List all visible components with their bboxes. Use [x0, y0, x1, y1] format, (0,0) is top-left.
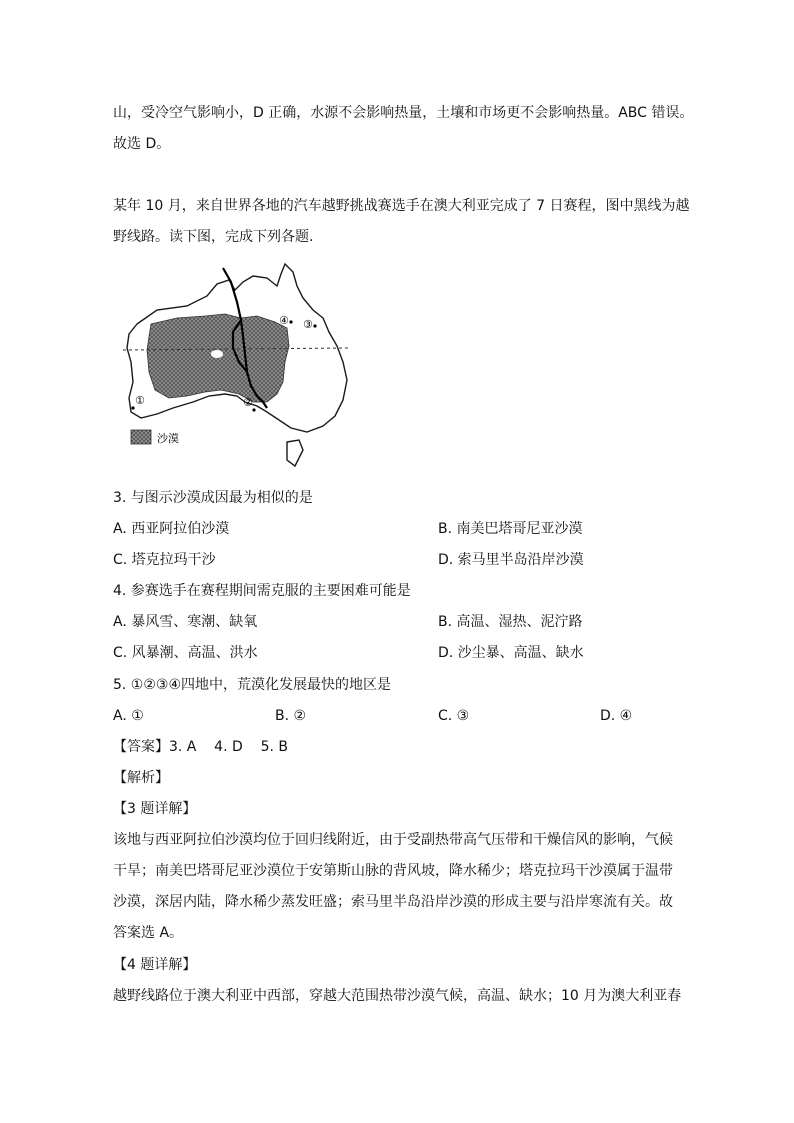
question-4-stem: 4. 参赛选手在赛程期间需克服的主要困难可能是 — [113, 583, 411, 599]
marker-1-dot — [131, 406, 134, 409]
detail-3-line-3: 沙漠，深居内陆，降水稀少蒸发旺盛；索马里半岛沿岸沙漠的形成主要与沿岸寒流有关。故 — [113, 894, 673, 910]
question-4-option-a[interactable]: A. 暴风雪、寒潮、缺氧 — [113, 614, 258, 630]
question-4-option-d[interactable]: D. 沙尘暴、高温、缺水 — [438, 645, 584, 661]
question-5-stem: 5. ①②③④四地中，荒漠化发展最快的地区是 — [113, 677, 392, 693]
legend-label: 沙漠 — [157, 432, 179, 445]
marker-2-dot — [252, 408, 255, 411]
question-3-stem: 3. 与图示沙漠成因最为相似的是 — [113, 490, 313, 506]
stem-line-1: 某年 10 月，来自世界各地的汽车越野挑战赛选手在澳大利亚完成了 7 日赛程，图中黑线为越 — [113, 198, 690, 214]
analysis-header: 【解析】 — [113, 770, 169, 786]
legend-swatch — [131, 430, 151, 444]
marker-4: ④ — [279, 314, 289, 327]
marker-2: ② — [243, 396, 253, 409]
intro-line-1: 山，受冷空气影响小，D 正确，水源不会影响热量，土壤和市场更不会影响热量。ABC 错误。 — [113, 105, 694, 121]
australia-route-map — [117, 262, 353, 472]
stem-line-2: 野线路。读下图，完成下列各题. — [113, 229, 314, 245]
detail-4-line-1: 越野线路位于澳大利亚中西部，穿越大范围热带沙漠气候，高温、缺水；10 月为澳大利亚春 — [113, 988, 682, 1004]
detail-4-header: 【4 题详解】 — [113, 957, 197, 973]
question-5-option-a[interactable]: A. ① — [113, 708, 144, 724]
question-5-option-b[interactable]: B. ② — [275, 708, 307, 724]
detail-3-line-2: 干旱；南美巴塔哥尼亚沙漠位于安第斯山脉的背风坡，降水稀少；塔克拉玛干沙漠属于温带 — [113, 863, 673, 879]
detail-3-line-1: 该地与西亚阿拉伯沙漠均位于回归线附近，由于受副热带高气压带和干燥信风的影响，气候 — [113, 832, 673, 848]
question-4-option-b[interactable]: B. 高温、湿热、泥泞路 — [438, 614, 583, 630]
lake-eyre — [211, 350, 223, 358]
question-4-option-c[interactable]: C. 风暴潮、高温、洪水 — [113, 645, 258, 661]
desert-area — [147, 314, 289, 402]
question-3-option-d[interactable]: D. 索马里半岛沿岸沙漠 — [438, 552, 584, 568]
detail-3-header: 【3 题详解】 — [113, 801, 197, 817]
marker-3: ③ — [303, 318, 313, 331]
marker-1: ① — [135, 394, 145, 407]
question-5-option-d[interactable]: D. ④ — [600, 708, 633, 724]
question-3-option-c[interactable]: C. 塔克拉玛干沙 — [113, 552, 216, 568]
tasmania-outline — [287, 440, 303, 466]
marker-4-dot — [289, 320, 292, 323]
intro-line-2: 故选 D。 — [113, 136, 171, 152]
answer-line: 【答案】3. A 4. D 5. B — [113, 739, 288, 755]
marker-3-dot — [313, 324, 316, 327]
detail-3-line-4: 答案选 A。 — [113, 925, 184, 941]
question-3-option-a[interactable]: A. 西亚阿拉伯沙漠 — [113, 521, 230, 537]
question-5-option-c[interactable]: C. ③ — [438, 708, 470, 724]
question-3-option-b[interactable]: B. 南美巴塔哥尼亚沙漠 — [438, 521, 583, 537]
